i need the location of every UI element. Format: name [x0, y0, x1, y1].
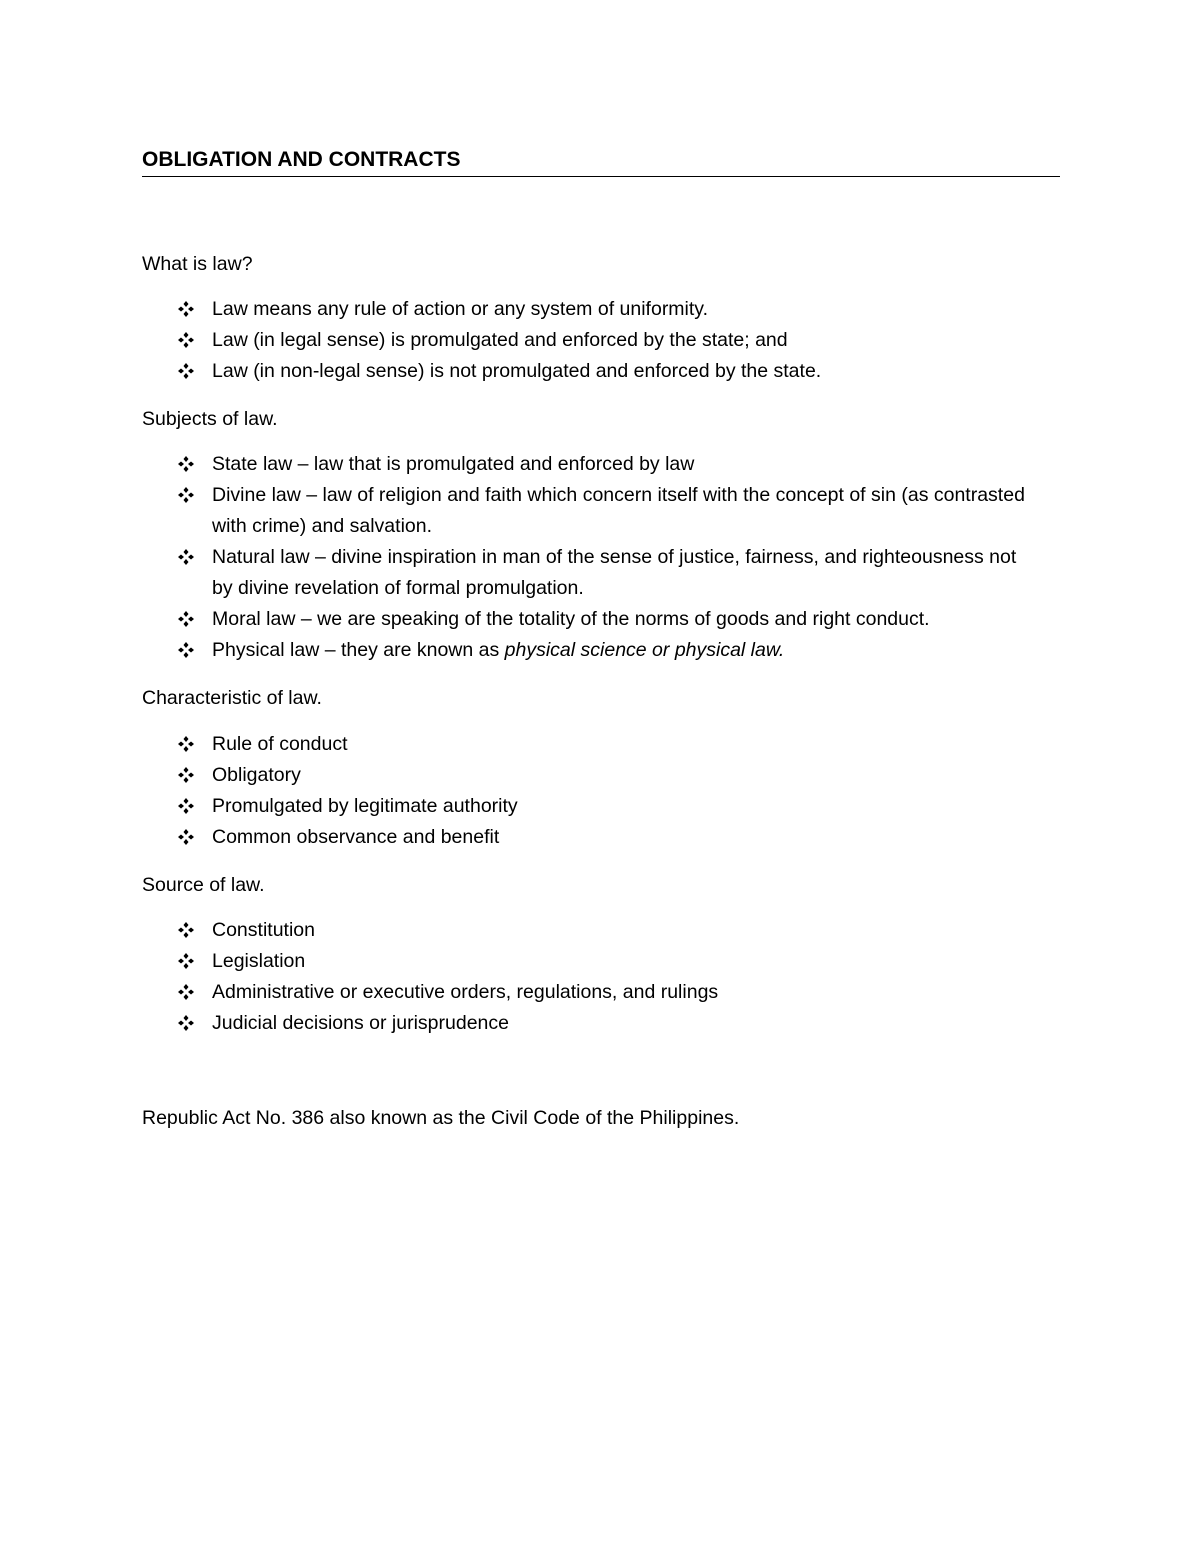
- four-diamond-bullet-icon: [178, 635, 198, 658]
- four-diamond-bullet-icon: [178, 915, 198, 938]
- four-diamond-bullet-icon: [178, 294, 198, 317]
- four-diamond-bullet-icon: [178, 1008, 198, 1031]
- four-diamond-bullet-icon: [178, 356, 198, 379]
- list-item-text: Administrative or executive orders, regulations, and rulings: [212, 981, 719, 1003]
- four-diamond-bullet-icon: [178, 325, 198, 348]
- list-item: [178, 729, 1042, 760]
- list-item-text: Moral law – we are speaking of the totality of the norms of goods and right conduct.: [212, 608, 930, 630]
- section-heading-what-is-law: What is law?: [142, 253, 253, 275]
- list-item: [178, 946, 1042, 977]
- source-of-law-list: [178, 915, 1042, 1039]
- list-item: [178, 1008, 1042, 1039]
- list-item: [178, 604, 1042, 635]
- four-diamond-bullet-icon: [178, 729, 198, 752]
- document-title: OBLIGATION AND CONTRACTS: [142, 145, 1060, 177]
- section-heading-subjects-of-law: Subjects of law.: [142, 408, 278, 430]
- list-item: [178, 822, 1042, 853]
- list-item-text: Promulgated by legitimate authority: [212, 795, 518, 817]
- list-item: [178, 635, 1042, 666]
- list-item-text: Natural law – divine inspiration in man of the sense of justice, fairness, and righteousness not by divine revelation of formal promulgation.: [212, 546, 1017, 599]
- four-diamond-bullet-icon: [178, 449, 198, 472]
- section-heading-characteristic-of-law: Characteristic of law.: [142, 687, 322, 709]
- closing-paragraph: Republic Act No. 386 also known as the Civil Code of the Philippines.: [142, 1107, 740, 1129]
- subjects-of-law-list: [178, 449, 1042, 666]
- four-diamond-bullet-icon: [178, 604, 198, 627]
- list-item: [178, 325, 1042, 356]
- list-item: [178, 294, 1042, 325]
- four-diamond-bullet-icon: [178, 542, 198, 565]
- list-item-text: State law – law that is promulgated and enforced by law: [212, 453, 695, 475]
- section-heading-source-of-law: Source of law.: [142, 874, 265, 896]
- four-diamond-bullet-icon: [178, 977, 198, 1000]
- list-item-emphasis: physical science or physical law.: [504, 639, 785, 661]
- list-item: [178, 915, 1042, 946]
- four-diamond-bullet-icon: [178, 480, 198, 503]
- list-item: [178, 791, 1042, 822]
- list-item-text: Obligatory: [212, 764, 301, 786]
- list-item-text: Legislation: [212, 950, 306, 972]
- list-item-text: Law (in non-legal sense) is not promulgated and enforced by the state.: [212, 360, 822, 382]
- list-item-text: Law (in legal sense) is promulgated and enforced by the state; and: [212, 329, 788, 351]
- list-item-text: Physical law – they are known as: [212, 639, 505, 661]
- list-item-text: Rule of conduct: [212, 733, 348, 755]
- what-is-law-list: [178, 294, 1042, 387]
- list-item: [178, 542, 1042, 604]
- list-item: [178, 760, 1042, 791]
- list-item-text: Divine law – law of religion and faith which concern itself with the concept of sin (as contrasted with crime) and salvation.: [212, 484, 1025, 537]
- list-item: [178, 977, 1042, 1008]
- list-item-text: Common observance and benefit: [212, 826, 500, 848]
- list-item: [178, 449, 1042, 480]
- four-diamond-bullet-icon: [178, 791, 198, 814]
- list-item: [178, 480, 1042, 542]
- four-diamond-bullet-icon: [178, 822, 198, 845]
- list-item-text: Constitution: [212, 919, 315, 941]
- list-item-text: Judicial decisions or jurisprudence: [212, 1012, 509, 1034]
- list-item: [178, 356, 1042, 387]
- four-diamond-bullet-icon: [178, 946, 198, 969]
- characteristic-of-law-list: [178, 729, 1042, 853]
- four-diamond-bullet-icon: [178, 760, 198, 783]
- list-item-text: Law means any rule of action or any system of uniformity.: [212, 298, 709, 320]
